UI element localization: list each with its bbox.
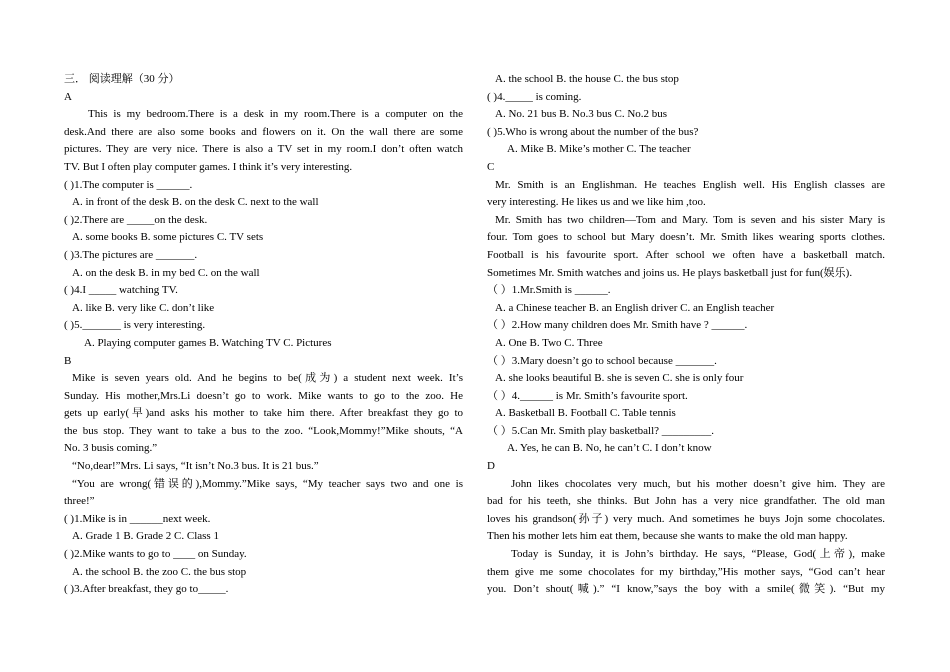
question-options: A. the school B. the zoo C. the bus stop xyxy=(72,565,247,578)
passage-line: Sometimes Mr. Smith watches and joins us. He plays basketball just for fun(娱乐). xyxy=(487,266,853,279)
passage-line: gets up early(早)and asks his mother to take him there. After breakfast they go to xyxy=(64,407,463,420)
question-options: A. some books B. some pictures C. TV sets xyxy=(72,231,264,244)
passage-line: No. 3 busis coming.” xyxy=(64,442,158,455)
questions-a xyxy=(64,177,463,353)
question-options: A. on the desk B. in my bed C. on the wall xyxy=(72,266,260,279)
question: ( )4.I _____ watching TV. xyxy=(64,284,178,297)
left-column xyxy=(64,71,463,599)
question: ( )3.The pictures are _______. xyxy=(64,248,198,261)
passage-line: “You are wrong(错误的),Mommy.”Mike says, “My teacher says two and one is xyxy=(72,477,463,490)
question: ( )1.The computer is ______. xyxy=(64,178,193,191)
passage-b xyxy=(64,370,463,511)
question-options: A. Mike B. Mike’s mother C. The teacher xyxy=(507,143,691,156)
passage-line: you. Don’t shout(喊).” “I know,”says the boy with a smile(微笑). “But my xyxy=(487,583,885,596)
question-options: A. a Chinese teacher B. an English driver C. an English teacher xyxy=(495,301,775,314)
question-options: A. No. 21 bus B. No.3 bus C. No.2 bus xyxy=(495,108,668,121)
question-options: A. One B. Two C. Three xyxy=(495,336,603,349)
question: ( )5._______ is very interesting. xyxy=(64,319,206,332)
question-options: A. Grade 1 B. Grade 2 C. Class 1 xyxy=(72,530,219,543)
question-options: A. like B. very like C. don’t like xyxy=(72,301,215,314)
passage-line: three!” xyxy=(64,495,95,508)
passage-d xyxy=(487,476,885,599)
passage-line: Mr. Smith has two children—Tom and Mary. Tom is seven and his sister Mary is xyxy=(495,213,885,226)
passage-line: TV. But I often play computer games. I think it’s very interesting. xyxy=(64,160,353,173)
question: ( )3.After breakfast, they go to_____. xyxy=(64,583,229,596)
questions-b xyxy=(64,511,463,599)
passage-line: “No,dear!”Mrs. Li says, “It isn’t No.3 bus. It is 21 bus.” xyxy=(72,460,319,473)
passage-line: Mr. Smith is an Englishman. He teaches English well. His English classes are xyxy=(495,178,885,191)
question: ( )1.Mike is in ______next week. xyxy=(64,512,211,525)
passage-line: This is my bedroom.There is a desk in my room.There is a computer on the xyxy=(88,108,463,121)
passage-line: them give me some chocolates for my birthday,”His mother says, “God can’t hear xyxy=(487,565,885,578)
question-options: A. the school B. the house C. the bus stop xyxy=(495,73,679,85)
passage-c-label: C xyxy=(487,160,495,173)
passage-line: pictures. They are very nice. There is also a TV set in my room.I don’t often watch xyxy=(64,143,463,156)
passage-b-label: B xyxy=(64,354,72,367)
right-column xyxy=(487,71,885,599)
passage-line: very interesting. He likes us and we like him ,too. xyxy=(487,196,706,209)
question: （ ）2.How many children does Mr. Smith have ? ______. xyxy=(487,319,748,332)
question-options: A. Basketball B. Football C. Table tennis xyxy=(495,407,676,420)
passage-line: Mike is seven years old. And he begins to be(成为) a student next week. It’s xyxy=(72,372,463,385)
question: ( )4._____ is coming. xyxy=(487,90,582,103)
passage-line: Sunday. His mother,Mrs.Li doesn’t go to work. Mike wants to go to the zoo. He xyxy=(64,389,463,402)
section-title: 三． 阅读理解（30 分） xyxy=(64,73,180,85)
question-options: A. Playing computer games B. Watching TV C. Pictures xyxy=(84,336,332,349)
passage-a xyxy=(64,106,463,176)
question-options: A. in front of the desk B. on the desk C. next to the wall xyxy=(72,196,319,209)
question: （ ）4.______ is Mr. Smith’s favourite sport. xyxy=(487,389,688,402)
questions-b-continued xyxy=(487,71,885,159)
question-options: A. she looks beautiful B. she is seven C. she is only four xyxy=(495,372,744,385)
passage-line: the bus stop. They want to take a bus to the zoo. “Look,Mommy!”Mike shouts, “A xyxy=(64,424,463,437)
question: ( )2.There are _____on the desk. xyxy=(64,213,208,226)
questions-c xyxy=(487,282,885,458)
passage-a-label: A xyxy=(64,90,72,103)
question: （ ）3.Mary doesn’t go to school because _______. xyxy=(487,354,717,367)
passage-line: Football is his favourite sport. After school we often have a basketball match. xyxy=(487,248,885,261)
passage-line: Today is Sunday, it is John’s birthday. He says, “Please, God(上帝), make xyxy=(511,548,885,561)
passage-line: bad for his teeth, she thinks. But John has a very nice grandfather. The old man xyxy=(487,495,885,508)
passage-line: desk.And there are also some books and flowers on it. On the wall there are some xyxy=(64,125,463,138)
question: ( )5.Who is wrong about the number of the bus? xyxy=(487,125,699,138)
passage-d-label: D xyxy=(487,460,495,473)
passage-line: John likes chocolates very much, but his mother doesn’t give him. They are xyxy=(511,477,885,490)
passage-line: loves his grandson(孙子) very much. And sometimes he buys Jojn some chocolates. xyxy=(487,512,885,525)
question: （ ）5.Can Mr. Smith play basketball? _________. xyxy=(487,424,715,437)
passage-line: Then his mother lets him eat them, because she wants to make the old man happy. xyxy=(487,530,848,543)
question-options: A. Yes, he can B. No, he can’t C. I don’t know xyxy=(507,442,712,455)
question: ( )2.Mike wants to go to ____ on Sunday. xyxy=(64,548,247,561)
passage-c xyxy=(487,177,885,283)
passage-line: four. Tom goes to school but Mary doesn’t. Mr. Smith likes wearing sports clothes. xyxy=(487,231,885,244)
question: （ ）1.Mr.Smith is ______. xyxy=(487,284,611,297)
